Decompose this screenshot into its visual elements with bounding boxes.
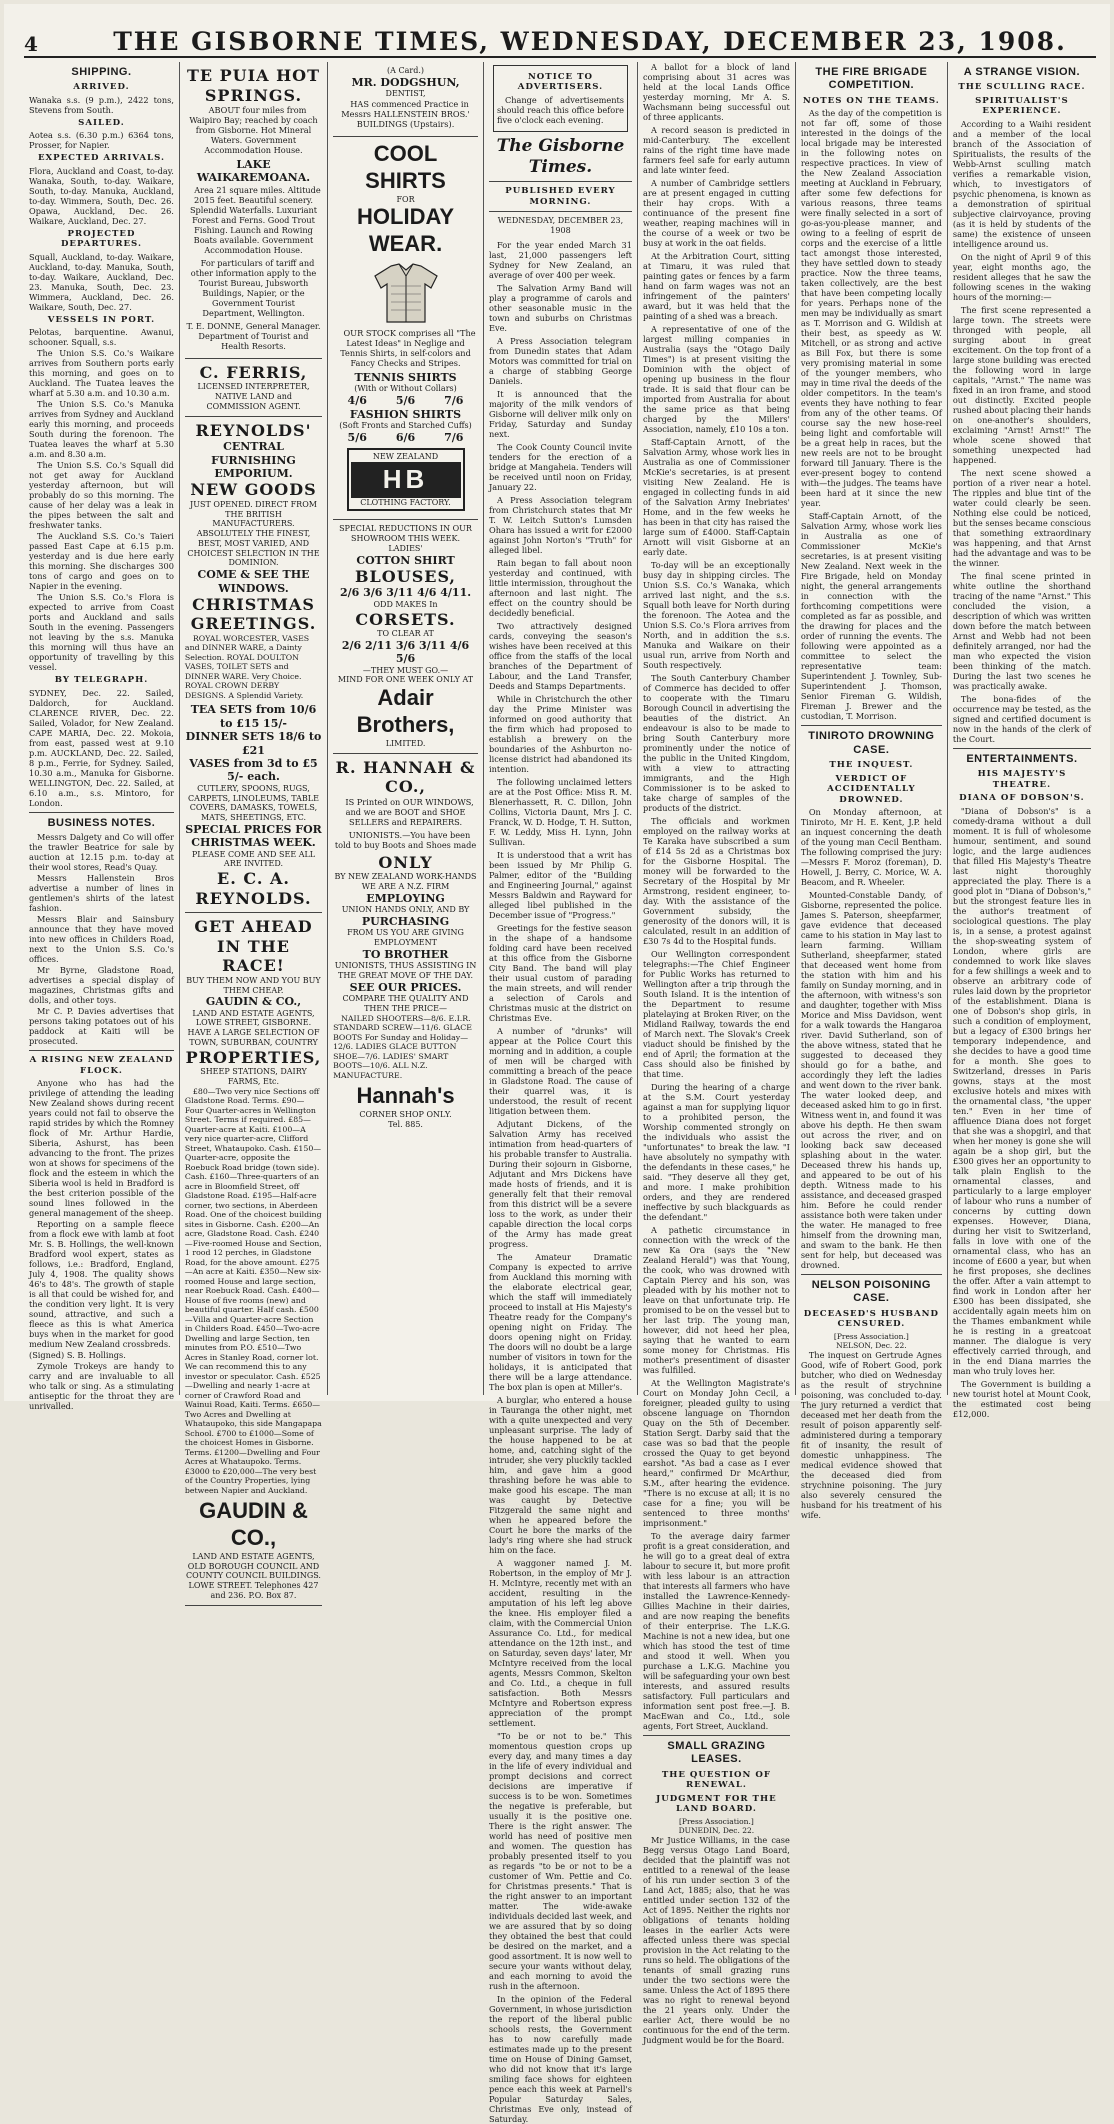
gaudin-heading: GAUDIN & CO.,	[205, 995, 302, 1009]
entertainments-sub: HIS MAJESTY'S THEATRE.	[977, 769, 1067, 790]
reynolds-ad	[185, 417, 322, 914]
odd-makes: ODD MAKES In	[373, 599, 438, 609]
windows-text: COME & SEE THE WINDOWS.	[197, 568, 310, 595]
inquest-label: THE INQUEST.	[829, 760, 914, 771]
page-number: 4	[24, 32, 38, 56]
masthead	[24, 16, 1096, 58]
shirt-illustration	[371, 262, 441, 324]
grazing-sub-2: JUDGMENT FOR THE LAND BOARD.	[656, 1793, 777, 1815]
wear-heading: WEAR.	[368, 231, 443, 257]
tiniroto-text: On Monday afternoon, at Tiniroto, Mr H. E. Kent, J.P. held an inquest concerning the death of the young man Cecil Bentham. The following comprised the jury:—Messrs F. Moroz (foreman), D. Howell, J. Berry, C. Morice, W. A. Beacom, and R. Wheeler.	[800, 807, 942, 888]
news-paragraph: Greetings for the festive season in the shape of a handsome folding card have been received at this office from the Gisborne City Band. The band will play their usual custom of parading the main streets, and will render a selection of Carols and Christmas music at the district on Christmas Eve.	[488, 922, 632, 1023]
eca-reynolds: E. C. A. REYNOLDS.	[195, 869, 312, 908]
grazing-sub: THE QUESTION OF RENEWAL.	[661, 1769, 771, 1791]
christmas-heading: CHRISTMAS GREETINGS.	[190, 594, 317, 634]
giving: FROM US YOU ARE GIVING EMPLOYMENT	[347, 928, 464, 947]
flock-signature: (Signed) S. B. Hollings.	[29, 1350, 126, 1361]
dinner-sets: DINNER SETS 18/6 to £21	[185, 730, 322, 757]
entertainments-sub-2: DIANA OF DOBSON'S.	[959, 793, 1085, 804]
limited-label: LIMITED.	[385, 738, 426, 748]
cotton-label: COTTON SHIRT	[356, 553, 455, 567]
news-paragraph: A Press Association telegram from Christchurch states that Mr T. W. Leitch Sutton's Lumsden Ohara has issued a writ for £2000 against John Norton's "Truth" for alleged libel.	[488, 494, 632, 555]
price: 7/6	[444, 430, 464, 444]
shipping-paragraph: The Auckland S.S. Co.'s Taieri passed East Cape at 6.15 p.m. yesterday and is due here early this morning. She discharges 300 tons of cargo and goes on to Napier in the evening.	[29, 531, 174, 592]
notice-heading: NOTICE TO ADVERTISERS.	[517, 72, 604, 93]
fashion-prices	[333, 431, 478, 444]
news-paragraph: Staff-Captain Arnott, of the Salvation Army, whose work lies in Australia as one of Commissioner McKie's secretaries, is at present visiting New Zealand. He is engaged in collecting funds in aid of the Salvation Army Inebriates' Home, and in the few weeks he has been in that city has raised the large sum of £4000. Staff-Captain Arnott will visit Gisborne at an early date.	[642, 437, 790, 557]
entertainments-text-2: The Government is building a new tourist hotel at Mount Cook, the estimated cost being £12,000.	[952, 1378, 1091, 1419]
tiniroto-text-2: Mounted-Constable Dandy, of Gisborne, represented the police. James S. Paterson, sheepfarmer, gave evidence that deceased came to his station in May last to learn farming. William Sutherland, sheepfarmer, stated that deceased went home from the station with him and his family on Sunday morning, and in the afternoon, with witness's son and daughter, together with Miss Morice and Miss Davidson, went for a walk towards the Hangaroa river. David Sutherland, son of the above witness, stated that he suggested to deceased they should go for a bathe, and accordingly they left the ladies and went down to the river bank. The water looked deep, and deceased asked him to go in first. Witness went in, and found it was above his depth. He then swam out across the river, and on looking back saw deceased splashing about in the water. Deceased threw his hands up, and appeared to be out of his depth. Witness made to his assistance, and deceased grasped him. Before he could render assistance both were taken under the water. He managed to free himself from the drowning man, and swam to the bank. He then sent for help, but deceased was drowned.	[800, 890, 942, 1271]
divider	[801, 1274, 942, 1275]
price: 7/6	[444, 394, 464, 408]
fire-sub: NOTES ON THE TEAMS.	[802, 95, 940, 106]
paper-name: The Gisborne Times.	[496, 135, 625, 177]
news-paragraph: "To be or not to be." This momentous question crops up every day, and many times a day in the life of every individual and prompt decisions and correct decisions are imperative if success is to be won. Sometimes the negative is preferable, but usually it is the positive one. There is the right answer. The world has need of positive men and women. The question has probably presented itself to you as regards "to be or not to be a customer of Wm. Pettie and Co. for Christmas presents." That is the right answer to an important matter. The wide-awake individuals decided last week, and we are assured that by so doing they obtained the best that could be desired on the market, and a good assortment. It is now well to secure your wants without delay, and each morning to avoid the rush in the afternoon.	[488, 1730, 632, 1991]
tennis-sub: (With or Without Collars)	[354, 384, 457, 394]
price: 5/6	[347, 430, 367, 444]
news-paragraph: A pathetic circumstance in connection with the wreck of the new Ka Ora (says the "New Zealand Herald") was that Young, the cook, who was drowned with Captain Piercy and his son, was pleaded with by his mother not to leave on that unfortunate trip. He promised to be on the vessel but to her last trip. The young man, however, did not heed her plea, saying that he wanted to earn some money for Christmas. His mother's presentiment of disaster was fulfilled.	[642, 1225, 790, 1375]
dentist-label: DENTIST,	[385, 89, 426, 99]
divider	[953, 748, 1091, 749]
columns	[24, 62, 1096, 2124]
mind-label: MIND FOR ONE WEEK ONLY AT	[337, 675, 474, 685]
adair-ad	[333, 520, 478, 753]
fire-heading: THE FIRE BRIGADE COMPETITION.	[815, 66, 928, 92]
news-paragraph: A representative of one of the largest milling companies in Australia (says the "Otago Daily Times") is at present visiting the Dominion with the object of opening up business in the flour trade. It is said that flour can be imported from Australia for about the same price as that being charged by the Millers' Association, namely, £10 10s a ton.	[642, 324, 790, 434]
telephone: Tel. 885.	[388, 1119, 423, 1129]
clear-label: TO CLEAR AT	[377, 629, 434, 639]
hannahs-heading: Hannah's	[356, 1083, 455, 1109]
reductions: SPECIAL REDUCTIONS IN OUR SHOWROOM THIS WEEK.	[339, 524, 472, 544]
news-paragraph: Our Wellington correspondent telegraphs:—The Chief Engineer for Public Works has returned to Wellington after a trip through the South Island. It is the intention of the Department to resume platelaying at Broken River, on the Midland Railway, towards the end of March next. The Slovak's Creek viaduct should be finished by the end of April; the formation at the Cass should also be finished by that time.	[642, 949, 790, 1079]
news-paragraph: To the average dairy farmer profit is a great consideration, and he will go to a great deal of extra labour to secure it, but more profit with less labour is an attraction that interests all farmers who have installed the Lawrence-Kennedy-Gillies Machine in their dairies, and are now reaping the benefits of their enterprise. The L.K.G. Machine is not a new idea, but one which has stood the test of time and stood it well. When you purchase a L.K.G. Machine you will be safeguarding your own best interests, and assured results satisfactory. Full particulars and information sent post free.—J. B. MacEwan and Co., Ltd., sole agents, Fort Street, Auckland.	[642, 1531, 790, 1731]
grazing-heading: SMALL GRAZING LEASES.	[667, 1740, 766, 1766]
arrived-text: Wanaka s.s. (9 p.m.), 2422 tons, Stevens from South.	[29, 94, 174, 115]
employing: EMPLOYING	[366, 891, 445, 905]
telegraph-heading: BY TELEGRAPH.	[54, 675, 149, 686]
news-paragraph: At the Arbitration Court, sitting at Timaru, it was ruled that painting gates or fences by a farm hand on farm wages was not an infringement of the painters' award, but it was held that the painting of a shed was a breach.	[642, 251, 790, 321]
news-paragraph: For the year ended March 31 last, 21,000 passengers left Sydney for New Zealand, an average of over 400 per week.	[488, 239, 632, 280]
fashion-shirts: FASHION SHIRTS	[349, 407, 462, 421]
tea-sets: TEA SETS from 10/6 to £15 15/-	[190, 703, 317, 730]
see-prices: SEE OUR PRICES.	[349, 980, 462, 994]
verdict-label: VERDICT OF ACCIDENTALLY DROWNED.	[827, 773, 916, 805]
tennis-shirts: TENNIS SHIRTS	[354, 370, 457, 384]
gaudin-sub: LAND AND ESTATE AGENTS, LOWE STREET, GISBORNE.	[192, 1008, 315, 1028]
vision-text: On the night of April 9 of this year, eight months ago, the resident alleges that he saw the following scenes in the waking hours of the morning:—	[952, 251, 1091, 302]
ferris-ad	[185, 359, 322, 417]
projected-text: Squall, Auckland, to-day. Waikare, Auckland, to-day. Manuka, South, to-day. Waikare, Auckland, Dec. 23. Manuka, South, Dec. 23. Wimmera, Auckland, Dec. 26. Waikare, South, Dec. 27.	[29, 251, 174, 312]
boot-items: NAILED SHOOTERS—8/6. E.I.R. STANDARD SCREW—11/6. GLACE BOOTS For Sunday and Holiday—12/6. LADIES GLACE BUTTON SHOE—7/6. LADIES' SMART BOOTS—10/6. ALL N.Z. MANUFACTURE.	[333, 1013, 472, 1080]
business-paragraph: Messrs Blair and Sainsbury announce that they have moved into new offices in Childers Road, next to the Union S.S. Co.'s offices.	[29, 914, 174, 965]
column-fire-brigade	[796, 62, 948, 1521]
business-paragraph: Messrs Hallenstein Bros advertise a number of lines in gentlemen's shirts of the latest fashion.	[29, 873, 174, 914]
divider	[489, 181, 632, 182]
nelson-press: [Press Association.]	[833, 1331, 909, 1341]
please-come: PLEASE COME AND SEE ALL ARE INVITED.	[191, 849, 316, 869]
shipping-paragraph: The Union S.S. Co.'s Squall did not get away for Auckland yesterday afternoon, but will probably do so this morning. The cause of her delay was a leak in the pipes between the salt and freshwater tanks.	[29, 460, 174, 531]
shipping-paragraph: The Union S.S. Co.'s Manuka arrives from Sydney and Auckland early this morning, and proceeds South during the forenoon. The Tuatea leaves the wharf at 5.30 a.m. and 8.30 a.m.	[29, 399, 174, 460]
news-paragraph: The officials and workmen employed on the railway works at Te Karaka have subscribed a sum of £14 5s 2d as a Christmas box for the Gisborne Hospital. The money will be forwarded to the Secretary of the Hospital by Mr Armstrong, resident engineer, to-day. With the assistance of the Government subsidy, the generosity of the donors will, it is calculated, result in an addition of £30 7s 4d to the Hospital funds.	[642, 816, 790, 946]
vision-heading: A STRANGE VISION.	[963, 66, 1081, 78]
flock-paragraph: Reporting on a sample fleece from a flock ewe with lamb at foot Mr. S. B. Hollings, the well-known Bradford wool expert, states as follows, i.e.: Bradford, England, July 4, 1908. The quality shows 46's to 48's. The growth of staple is all that could be wished for, and the condition very light. It is very sound, attractive, and such a fleece as this is what America buys when in the market for good medium New Zealand crossbreds.	[29, 1219, 174, 1350]
column-editorial	[484, 62, 638, 2124]
news-paragraph: It is understood that a writ has been issued by Mr Philip G. Palmer, editor of the "Building and Engineering Journal," against Messrs Baldwin and Rayward for alleged libel published in the December issue of "Progress."	[488, 849, 632, 920]
divider	[29, 812, 174, 813]
vision-sub-2: SPIRITUALIST'S EXPERIENCE.	[975, 95, 1069, 117]
published-label: PUBLISHED EVERY MORNING.	[505, 186, 616, 207]
shipping-heading: SHIPPING.	[71, 66, 132, 78]
only-label: ONLY	[378, 852, 433, 872]
nelson-sub: DECEASED'S HUSBAND CENSURED.	[803, 1308, 939, 1330]
race-heading: GET AHEAD IN THE RACE!	[194, 917, 313, 976]
newspaper-page	[4, 4, 1110, 2124]
compare: COMPARE THE QUALITY AND THEN THE PRICE—	[342, 994, 469, 1013]
news-paragraph: It is announced that the majority of the milk vendors of Gisborne will deliver milk only on Friday, Saturday and Sunday next.	[488, 388, 632, 439]
ladies-label: LADIES'	[388, 543, 423, 553]
new-goods-text: JUST OPENED. DIRECT FROM THE BRITISH MANUFACTURERS.	[190, 499, 317, 529]
vision-text: The bona-fides of the occurrence may be tested, as the signed and certified document is now in the hands of the clerk of the Court.	[952, 693, 1091, 744]
entertainments-text: "Diana of Dobson's" is a comedy-drama without a dull moment. It is full of wholesome humour, sentiment, and sound logic, and the large audiences that filled His Majesty's Theatre last night thoroughly appreciated the play. There is a good plot in "Diana of Dobson's," but the strongest feature lies in the author's treatment of sociological questions. The play is, in a sense, a protest against the shop-sweating system of London, where girls are condemned to work like slaves for a few shillings a week and to observe an arbitrary code of rules laid down by the proprietor of the establishment. Diana is one of Dobson's shop girls, in such a condition of employment, but a legacy of £300 brings her temporary independence, and she decides to have a good time for a month. She goes to Switzerland, dresses in Paris gowns, stays at the most exclusive hotels and mixes with the ornamental class, "the upper ten." Even in her time of affluence Diana does not forget that she was a shopgirl, and that when her money is gone she will again be a shop girl, but the £300 gives her an opportunity to talk plain English to the ornamental classes, and particularly to a large employer of labour who runs a number of concerns by cutting down expenses. However, Diana, during her visit to Switzerland, falls in love with one of the ornamental class, who has an income of £600 a year, but when he first proposes, she declines the offer. After a vain attempt to find work in London after her £300 has been dissipated, she accidentally again meets him on the Thames embankment while he is resting in a greatcoat manner. The dialogue is very effectively carried through, and in the end Diana marries the man who truly loves her.	[952, 805, 1091, 1376]
flock-paragraph: Anyone who has had the privilege of attending the leading New Zealand shows during recent years could not fail to observe the rapid strides by which the Romney flock of Mr. Arthur Hardie, Siberia, Ashurst, has been advancing to the front. The prizes won at shows for specimens of the flock and the esteem in which the Siberia wool is held in Bradford is the best criterion possible of the sound lines followed in the general management of the sheep.	[29, 1078, 174, 1219]
news-paragraph: The Cook County Council invite tenders for the erection of a bridge at Mangaheia. Tenders will be received until noon on Friday, January 22.	[488, 441, 632, 492]
telegraph-text: SYDNEY, Dec. 22. Sailed, Daldorch, for Auckland. CLARENCE RIVER, Dec. 22. Sailed, Volador, for New Zealand. CAPE MARIA, Dec. 22. Mokoia, from east, passed west at 9.10 p.m. AUCKLAND, Dec. 22. Sailed, 8 p.m., Ferrie, for Sydney. Sailed, 10.30 a.m., Manuka for Gisborne. WELLINGTON, Dec. 22. Sailed, at 6.10 a.m., s.s. Mintoro, for London.	[29, 687, 174, 808]
zymole-paragraph: Zymole Trokeys are handy to carry and are invaluable to all who talk or sing. As a stimulating antiseptic for the throat they are unrivalled.	[29, 1361, 174, 1412]
divider	[489, 211, 632, 212]
dodgshun-ad	[333, 62, 478, 137]
lake-heading: LAKE WAIKAREMOANA.	[196, 158, 311, 185]
price: 4/6	[347, 394, 367, 408]
news-paragraph: At the Wellington Magistrate's Court on Monday John Cecil, a foreigner, pleaded guilty to using obscene language on Thorndon Quay on the 5th of December. Station Sergt. Darby said that the case was so bad that the people crossed the Quay to get beyond earshot. "As bad a case as I ever heard," confirmed Dr McArthur, S.M., after hearing the evidence. "There is no excuse at all; it is no case for a fine; you will be sentenced to three months' imprisonment."	[642, 1378, 790, 1528]
blouse-prices: 2/6 3/6 3/11 4/6 4/11.	[339, 586, 472, 600]
newspaper-title: THE GISBORNE TIMES, WEDNESDAY, DECEMBER 23, 1908.	[113, 27, 1067, 56]
vases: VASES from 3d to £5 5/- each.	[189, 757, 318, 784]
corset-prices: 2/6 2/11 3/6 3/11 4/6 5/6	[341, 638, 470, 666]
corsets-heading: CORSETS.	[355, 609, 456, 629]
special-prices: SPECIAL PRICES FOR CHRISTMAS WEEK.	[185, 822, 322, 850]
hb-logo	[347, 448, 465, 511]
grazing-text: Mr Justice Williams, in the case Begg versus Otago Land Board, decided that the plaintiff was not entitled to a renewal of the lease of his run under section 3 of the Land Act, 1885; also, that he was entitled under section 132 of the Act of 1895. Neither the rights nor obligations of tenants holding leases in the earlier Acts were affected unless there was special provision in the Act relating to the runs so held. The obligations of the tenants of small grazing runs under the two sections were the same. Unless the Act of 1895 there was no right to renewal beyond the 21 years only. Under the earlier Act, there would be no continuous for the end of the term. Judgment would be for the Board.	[642, 1835, 790, 2046]
column-ads-middle	[328, 62, 484, 1395]
news-paragraph: In the opinion of the Federal Government, in whose jurisdiction the report of the liberal public schools rests, the Government has to now carefully made estimates made up to the present time on House of Dining Gamset, who did not know that it's large smiling face shows for eighteen pence each this week at Parnell's Popular Saturday Sales, Christmas Eve only, instead of Saturday.	[488, 1993, 632, 2124]
logo-mark: HB	[351, 462, 461, 498]
blouses-heading: BLOUSES,	[355, 566, 456, 586]
news-paragraph: The Amateur Dramatic Company is expected to arrive from Auckland this morning with the elaborate electrical gear, which the staff will immediately proceed to install at His Majesty's Theatre ready for the Company's opening night on Friday. The doors opening night on Friday. The doors will no doubt be a large number of visitors in town for the holidays, it is anticipated that there will be a large attendance. The box plan is open at Miller's.	[488, 1251, 632, 1392]
column-vision	[948, 62, 1096, 1419]
grazing-dateline: DUNEDIN, Dec. 22.	[678, 1825, 755, 1835]
vision-text: According to a Waihi resident and a member of the local branch of the Association of Spiritualists, the results of the Webb-Arnst sculling match verifies a remarkable vision, which, to investigators of psychic phenomena, is known as a demonstration of spiritual subjective clairvoyance, proving (as it is held by students of the same) the existence of unseen intelligence around us.	[952, 118, 1091, 249]
price: 5/6	[395, 394, 416, 408]
te-puia-ad	[185, 62, 322, 359]
news-paragraph: The Salvation Army Band will play a programme of carols and other seasonable music in the town and suburbs on Christmas Eve.	[488, 282, 632, 333]
gaudin-big: GAUDIN & CO.,	[199, 1498, 308, 1551]
projected-heading: PROJECTED DEPARTURES.	[60, 228, 142, 250]
purchasing: PURCHASING	[361, 914, 450, 928]
gaudin-footer: LAND AND ESTATE AGENTS, OLD BOROUGH COUNCIL AND COUNTY COUNCIL BUILDINGS. LOWE STREET. Telephones 427 and 236. P.O. Box 87.	[186, 1551, 321, 1600]
news-paragraph: The South Canterbury Chamber of Commerce has decided to offer to cooperate with the Timaru Borough Council in advertising the beauties of the district. An endeavour is also to be made to bring South Canterbury more prominently under the notice of the public in the United Kingdom, with a view to attracting immigrants, and the High Commissioner is to be asked to take charge of samples of the products of the district.	[642, 673, 790, 813]
price: 6/6	[395, 430, 416, 444]
business-paragraph: Messrs Dalgety and Co will offer the trawler Beatrice for sale by auction at 12.15 p.m. to-day at their wool stores, Read's Quay.	[29, 832, 174, 873]
news-paragraph: Adjutant Dickens, of the Salvation Army has received intimation from head-quarters of his probable transfer to Australia. During their sojourn in Gisborne, Adjutant and Mrs Dickens have made hosts of friends, and it is generally felt that their removal from this district will be a severe loss to the work, as under their capable direction the local corps of the Army has made great progress.	[488, 1118, 632, 1249]
logo-top: NEW ZEALAND	[372, 452, 439, 462]
goods-list: ROYAL WORCESTER, VASES and DINNER WARE, a Dainty Selection. ROYAL DOULTON VASES, TOILET SETS and DINNER WARE. Very Choice. ROYAL CROWN DERBY DESIGNS. A Splendid Variety.	[184, 633, 310, 700]
shipping-paragraph: The Union S.S. Co.'s Flora is expected to arrive from Coast ports and Auckland and sails South in the evening. Passengers not leaving by the s.s. Manuka this morning will thus have an opportunity of travelling by this vessel.	[29, 592, 174, 673]
vision-text: The first scene represented a large town. The streets were thronged with people, all surging about in great excitement. On the top front of a large stone building was erected the following word in large capitals, "Arnst." The name was fixed in an iron frame, and stood out distinctly. Excited people rushed about placing their hands on one-another's shoulders, exclaiming "Arnst! Arnst!" The whole scene showed that something unexpected had happened.	[952, 304, 1091, 465]
shirts-ad	[333, 137, 478, 520]
reynolds-sub: CENTRAL FURNISHING EMPORIUM.	[211, 440, 296, 480]
column-ads-left	[180, 62, 328, 1600]
shirts-heading: SHIRTS	[365, 167, 446, 193]
ferris-name: C. FERRIS,	[199, 362, 308, 382]
dentist-text: HAS commenced Practice in Messrs HALLENSTEIN BROS.' BUILDINGS (Upstairs).	[341, 98, 470, 129]
news-paragraph: A waggoner named J. M. Robertson, in the employ of Mr J. H. McIntyre, recently met with an accident, resulting in the amputation of his left leg above the knee. His employer filed a claim, with the Commercial Union Assurance Co. Ltd., for medical attendance on the 12th inst., and on Saturday, seven days' later, Mr McIntyre received from the local agents, Messrs Common, Skelton and Co. Ltd., a cheque in full satisfaction. Both Messrs McIntyre and Robertson express appreciation of the prompt settlement.	[488, 1557, 632, 1728]
sailed-heading: SAILED.	[78, 117, 125, 128]
hannah-text: IS Printed on OUR WINDOWS, and we are BOOT and SHOE SELLERS and REPAIRERS.	[345, 796, 474, 827]
union-hands: UNION HANDS ONLY, AND BY	[341, 905, 470, 915]
nelson-heading: NELSON POISONING CASE.	[811, 1279, 931, 1305]
fire-text: As the day of the competition is not far off, some of those interested in the doings of the local brigade may be interested in the following notes on respective practices. In view of the New Zealand Association meeting at Auckland in February, after some few defections for various reasons, three teams were finally selected in a sort of go-as-you-please manner, and owing to a feeling of esprit de corps and the exercise of a little tact amongst those interested, they have settled down to steady practice. Now the three teams, taken collectively, are the best that have been competing locally for years. Perhaps none of the men may be individually as smart as T. Morrison and G. Wildish at their best, as speedy as W. Mitchell, or as strong and active as Bill Fox, but there is some very promising material in some of the younger members, who may in time rival the deeds of the older competitors. In the team's events they have nothing to fear from any of the other teams. Of course say the new hose-reel being light and comfortable will be a great help in races, but the new reels are not to be brought forward till January. There is the ever-present bogey to contend with—the judges. The teams have been hard at it since the new year.	[800, 108, 942, 509]
vision-sub: THE SCULLING RACE.	[958, 82, 1086, 93]
new-goods-text-2: ABSOLUTELY THE FINEST, BEST, MOST VARIED, AND CHOICEST SELECTION IN THE DOMINION.	[187, 529, 320, 568]
dodgshun-name: MR. DODGSHUN,	[351, 75, 460, 89]
entertainments-heading: ENTERTAINMENTS.	[966, 752, 1078, 765]
fire-text-2: Staff-Captain Arnott, of the Salvation Army, whose work lies in Australia as one of Commissioner McKie's secretaries, is at present visiting New Zealand. Next week in the Fire Brigade, held on Monday night, the general arrangements in connection with the forthcoming competitions were completed as far as possible, and the drawing for places and the order of running the events. The following were appointed as a committee to select the representative team: Superintendent J. Townley, Sub-Superintendent J. Thomson, Senior Fireman G. Wildish, Fireman J. Brewer and the custodian, T. Morrison.	[800, 511, 942, 722]
tiniroto-heading: TINIROTO DROWNING CASE.	[808, 730, 935, 756]
ferris-text: LICENSED INTERPRETER, NATIVE LAND and COMMISSION AGENT.	[197, 382, 310, 411]
corner-shop: CORNER SHOP ONLY.	[359, 1109, 452, 1119]
divider	[801, 725, 942, 726]
notice-text: Change of advertisements should reach this office before five o'clock each evening.	[496, 94, 624, 125]
divider	[29, 1050, 174, 1051]
column-news	[638, 62, 796, 2046]
expected-text: Flora, Auckland and Coast, to-day. Wanaka, South, to-day. Waikare, South, to-day. Manuka, Auckland, to-day. Wimmera, South, Dec. 26. Opawa, Auckland, Dec. 26. Waikare, Auckland, Dec. 27.	[29, 165, 174, 226]
news-paragraph: While in Christchurch the other day the Prime Minister was informed on good authority that the firm which had proposed to establish a brewery on the boundaries of the Ashburton no-license district had abandoned its intention.	[488, 693, 632, 774]
lake-text: Area 21 square miles. Altitude 2015 feet. Beautiful scenery. Splendid Waterfalls. Luxuriant Forest and Ferns. Good Trout Fishing. Launch and Rowing Boats available. Government Accommodation House.	[189, 184, 321, 255]
arrived-heading: ARRIVED.	[73, 82, 130, 93]
news-paragraph: Rain began to fall about noon yesterday and continued, with little intermission, throughout the afternoon and last night. The effect on the country should be decidedly beneficial.	[488, 557, 632, 618]
vessels-text: Pelotas, barquentine. Awanui, schooner. Squall, s.s.	[29, 327, 174, 348]
for-label: FOR	[396, 194, 415, 204]
business-notes-heading: BUSINESS NOTES.	[47, 816, 156, 829]
shipping-paragraph: The Union S.S. Co.'s Waikare arrives from Southern ports early this morning, and goes on to Auckland. The Tuatea leaves the wharf at 5.30 a.m. and 10.30 a.m.	[29, 348, 174, 399]
property-listings: £80—Two very nice Sections off Gladstone Road. Terms. £90—Four Quarter-acres in Wellington Street. Terms if required. £85—Quarter-acre at Kaiti. £100—A very nice quarter-acre, Clifford Street, Whataupoko. Cash. £150—Quarter-acre, opposite the Roebuck Road bridge (town side). Cash. £160—Three-quarters of an acre in Bloomfield Street, off Gladstone Road. £195—Half-acre corner, two sections, in Aberdeen Road. One of the choicest building sites in Gisborne. Cash. £200—An acre, Gladstone Road. Cash. £240—Five-roomed House and Section, 1 rood 12 perches, in Gladstone Road, for the above amount. £275—An acre at Kaiti. £350—New six-roomed House and large section, near Roebuck Road. Cash. £400—House of five rooms (new) and beautiful quarter. Half cash. £500—Villa and Quarter-acre Section in Childers Road. £450—Two-acre Dwelling and large Section, ten minutes from P.O. £510—Two Acres in Stanley Road, corner lot. We can recommend this to any investor or speculator. Cash. £525—Dwelling and nearly 1-acre at corner of Crawford Road and Wainui Road, Kaiti. Terms. £650—Two Acres and Dwelling at Whataupoko, this side Mangapapa School. £700 to £1000—Some of the choicest Homes in Gisborne. Terms. £1200—Dwelling and Four Acres at Whataupoko. Terms. £3000 to £20,000—The very best of the Country Properties, lying between Napier and Auckland.	[184, 1086, 322, 1495]
news-paragraph: During the hearing of a charge at the S.M. Court yesterday against a man for supplying liquor to a prohibited person, the Worship commented strongly on the individuals who assist the "unfortunates" to break the law. "I have absolutely no sympathy with the defendants in these cases," he said. "They deserve all they get, and more. I make prohibition orders, and they are rendered ineffective by such blackguards as the defendant."	[642, 1082, 790, 1222]
te-puia-text: ABOUT four miles from Waipiro Bay; reached by coach from Gisborne. Hot Mineral Waters. Government Accommodation House.	[189, 105, 318, 156]
expected-heading: EXPECTED ARRIVALS.	[37, 153, 165, 164]
nelson-text: The inquest on Gertrude Agnes Good, wife of Robert Good, pork butcher, who died on Wednesday as the result of strychnine poisoning, was concluded to-day. The jury returned a verdict that deceased met her death from the result of poison apparently self-administered during a temporary fit of insanity, the result of domestic unhappiness. The medical evidence showed that the deceased died from strychnine poisoning. The jury also severely censured the husband for his treatment of his wife.	[800, 1350, 942, 1521]
news-paragraph: A Press Association telegram from Dunedin states that Adam Motors was committed for trial on a charge of stabbing George Daniels.	[488, 335, 632, 386]
logo-bottom: CLOTHING FACTORY.	[360, 497, 451, 507]
stock-text: OUR STOCK comprises all "The Latest Ideas" in Neglige and Tennis Shirts, in self-colors and Fancy Checks and Stripes.	[340, 327, 476, 368]
brother: TO BROTHER	[362, 947, 449, 961]
notice-box	[493, 65, 628, 132]
news-paragraph: A number of Cambridge settlers are at present engaged in cutting their hay crops. With a continuance of the present fine weather, reaping machines will in the course of a week or two be busy at work in the oat fields.	[642, 178, 790, 248]
news-paragraph: To-day will be an exceptionally busy day in shipping circles. The Union S.S. Co.'s Wanaka, which arrived last night, and the s.s. Squall both leave for North during the forenoon. The Aotea and the Union S.S. Co.'s Flora arrives from North, and in addition the s.s. Manuka and Waikare on their usual run, arrive from North and South respectively.	[642, 560, 790, 670]
column-shipping	[24, 62, 180, 1412]
donne-signature: T. E. DONNE, General Manager. Department of Tourist and Health Resorts.	[186, 320, 321, 351]
hannah-heading: R. HANNAH & CO.,	[335, 757, 476, 797]
business-paragraph: Mr C. P. Davies advertises that persons taking potatoes out of his paddock at Kaiti will be prosecuted.	[29, 1006, 174, 1047]
reynolds-heading: REYNOLDS'	[195, 420, 312, 440]
properties-heading: PROPERTIES,	[185, 1047, 322, 1067]
news-paragraph: A number of "drunks" will appear at the Police Court this morning and in addition, a couple of men will be charged with committing a breach of the peace in Gladstone Road. The cause of their quarrel was, it is understood, the result of recent litigation between them.	[488, 1025, 632, 1116]
holiday-heading: HOLIDAY	[357, 204, 455, 230]
brother-text: UNIONISTS, THUS ASSISTING IN THE GREAT MOVE OF THE DAY.	[334, 961, 477, 980]
fashion-sub: (Soft Fronts and Starched Cuffs)	[339, 420, 472, 430]
business-paragraph: Mr Byrne, Gladstone Road, advertises a special display of magazines, Christmas gifts and dolls, and other toys.	[29, 965, 174, 1006]
gaudin-ad	[185, 913, 322, 1605]
we-label: WE ARE A N.Z. FIRM	[361, 881, 450, 891]
card-label: (A Card.)	[387, 66, 424, 75]
they-must-go: —THEY MUST GO.—	[362, 665, 449, 675]
te-puia-heading: TE PUIA HOT SPRINGS.	[186, 66, 321, 105]
news-paragraph: A record season is predicted in mid-Canterbury. The excellent rains of the right time have made farmers feel safe for early autumn and late winter feed.	[642, 125, 790, 175]
news-paragraph: Two attractively designed cards, conveying the season's wishes have been received at this office from the staffs of the local branches of the Department of Labour, and the Land Transfer, Deeds and Stamps Departments.	[488, 620, 632, 691]
unionists-text: UNIONISTS.—You have been told to buy Boots and Shoes made	[334, 829, 477, 850]
news-paragraph: A ballot for a block of land comprising about 31 acres was held at the local Lands Office yesterday morning, Mr A. S. Wachsmann being successful out of three applicants.	[642, 62, 790, 122]
vessels-heading: VESSELS IN PORT.	[47, 314, 156, 325]
adair-brothers: Adair Brothers,	[356, 685, 455, 738]
flock-heading: A RISING NEW ZEALAND FLOCK.	[29, 1055, 174, 1076]
vision-text: The next scene showed a portion of a river near a hotel. The ripples and blue tint of the water could clearly be seen. Nothing else could be noticed, but the senses became conscious that something extraordinary was happening, and that Arnst had the advantage and was to be the winner.	[952, 467, 1091, 568]
nz-work: BY NEW ZEALAND WORK-HANDS	[334, 872, 477, 882]
news-paragraph: A burglar, who entered a house in Tauranga the other night, met with a quite unexpected and very unpleasant surprise. The lady of the house happened to be at home, and, catching sight of the intruder, she very pluckily tackled him, and gave him a good thrashing before he was able to make good his escape. The man was caught by Detective Fitzgerald the same night and when he appeared before the Court he bore the marks of the lady's ring where she had struck him on the face.	[488, 1394, 632, 1555]
news-paragraph: The following unclaimed letters are at the Post Office: Miss R. M. Blenerhassett, R. C. Dillon, John Collins, Victoria Daunt, Mrs J. C. Franck, W. D. Hodge, T. H. Sutton, F. W. Leddy, Miss H. Lynn, John Sullivan.	[488, 776, 632, 847]
properties-sub: SHEEP STATIONS, DAIRY FARMS, Etc.	[200, 1067, 307, 1086]
race-text: BUY THEM NOW AND YOU BUY THEM CHEAP.	[186, 975, 321, 995]
press-association: [Press Association.]	[678, 1816, 754, 1826]
gaudin-have: HAVE A LARGE SELECTION OF TOWN, SUBURBAN, COUNTRY	[187, 1028, 320, 1047]
hannah-ad	[333, 754, 478, 1134]
sailed-text: Aotea s.s. (6.30 p.m.) 6364 tons, Prosser, for Napier.	[29, 130, 174, 151]
nelson-dateline: NELSON, Dec. 22.	[836, 1340, 907, 1350]
dateline: WEDNESDAY, DECEMBER 23, 1908	[497, 216, 624, 236]
lake-text-2: For particulars of tariff and other information apply to the Tourist Bureau, Jubsworth Buildings, Napier, or the Government Tourist Department, Wellington.	[190, 257, 317, 318]
cool-heading: COOL	[373, 140, 438, 166]
cutlery: CUTLERY, SPOONS, RUGS, CARPETS, LINOLEUMS, TABLE COVERS, DAMASKS, TOWELS, MATS, SHEETINGS, ETC.	[188, 783, 319, 823]
divider	[643, 1735, 790, 1736]
vision-text: The final scene printed in white outline the shorthand tracing of the name "Arnst." This concluded the vision, a description of which was written down before the match between Arnst and Webb had not been definitely arranged, nor had the man who expected the vision been thinking of the match. During the last two scenes he was practically awake.	[952, 570, 1091, 691]
tennis-prices	[333, 394, 478, 407]
new-goods-heading: NEW GOODS	[190, 480, 317, 500]
